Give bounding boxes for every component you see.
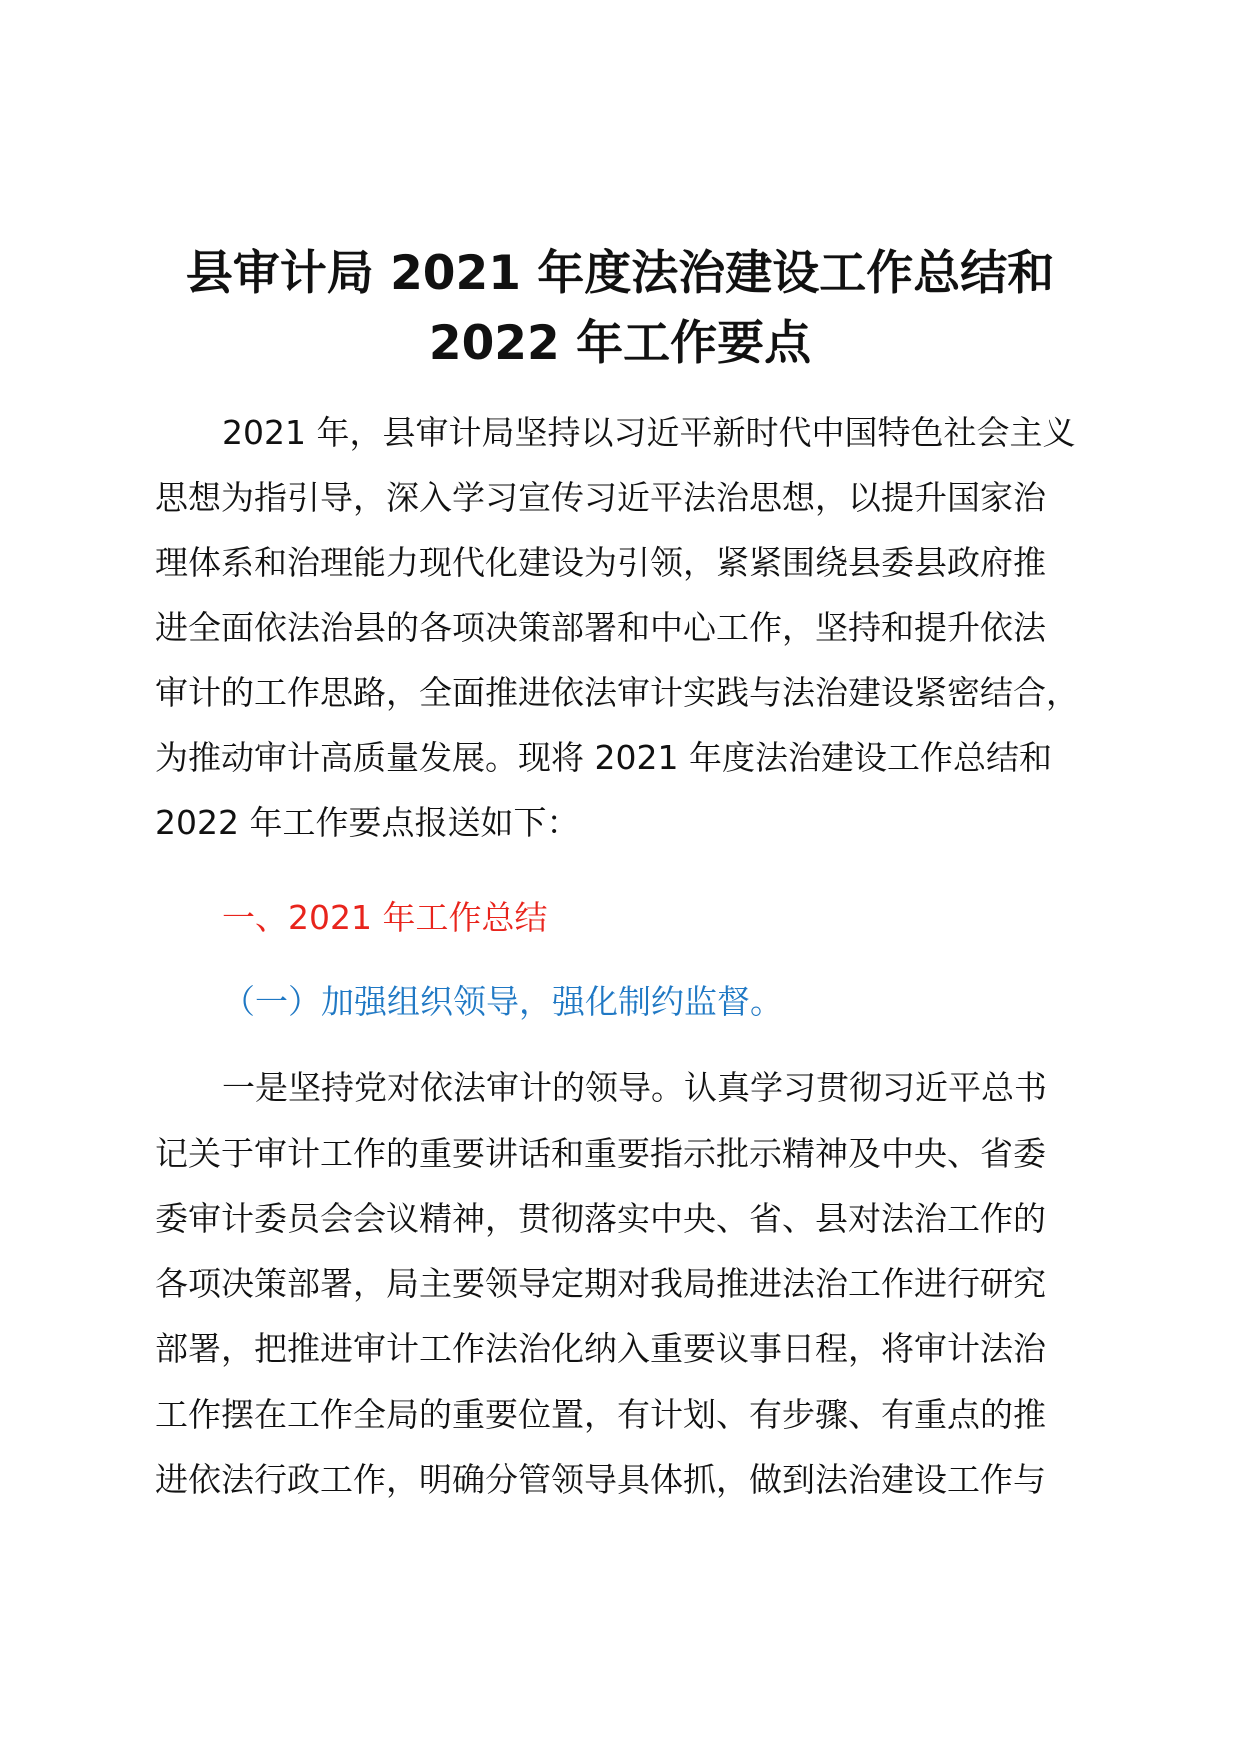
section-heading: 一、2021 年工作总结 [222, 898, 548, 937]
body-paragraph-line: 工作摆在工作全局的重要位置，有计划、有步骤、有重点的推 [155, 1395, 1046, 1434]
intro-paragraph-line: 思想为指引导，深入学习宣传习近平法治思想，以提升国家治 [155, 478, 1046, 517]
intro-paragraph-line: 为推动审计高质量发展。现将 2021 年度法治建设工作总结和 [155, 738, 1052, 777]
intro-paragraph-line: 2021 年，县审计局坚持以习近平新时代中国特色社会主义 [222, 413, 1076, 452]
document-title-line-1: 县审计局 2021 年度法治建设工作总结和 [185, 246, 1055, 301]
intro-paragraph-line: 审计的工作思路，全面推进依法审计实践与法治建设紧密结合， [155, 673, 1079, 712]
body-paragraph-line: 进依法行政工作，明确分管领导具体抓，做到法治建设工作与 [155, 1460, 1046, 1499]
intro-paragraph-line: 理体系和治理能力现代化建设为引领，紧紧围绕县委县政府推 [155, 543, 1046, 582]
body-paragraph-line: 部署，把推进审计工作法治化纳入重要议事日程，将审计法治 [155, 1329, 1046, 1368]
body-paragraph-line: 委审计委员会会议精神，贯彻落实中央、省、县对法治工作的 [155, 1199, 1046, 1238]
body-paragraph-line: 记关于审计工作的重要讲话和重要指示批示精神及中央、省委 [155, 1134, 1046, 1173]
body-paragraph-line: 各项决策部署，局主要领导定期对我局推进法治工作进行研究 [155, 1264, 1046, 1303]
intro-paragraph-line: 进全面依法治县的各项决策部署和中心工作，坚持和提升依法 [155, 608, 1046, 647]
intro-paragraph-line: 2022 年工作要点报送如下： [155, 803, 580, 842]
subsection-heading: （一）加强组织领导，强化制约监督。 [222, 982, 783, 1021]
document-title-line-2: 2022 年工作要点 [428, 316, 812, 371]
body-paragraph-line: 一是坚持党对依法审计的领导。认真学习贯彻习近平总书 [222, 1068, 1047, 1107]
